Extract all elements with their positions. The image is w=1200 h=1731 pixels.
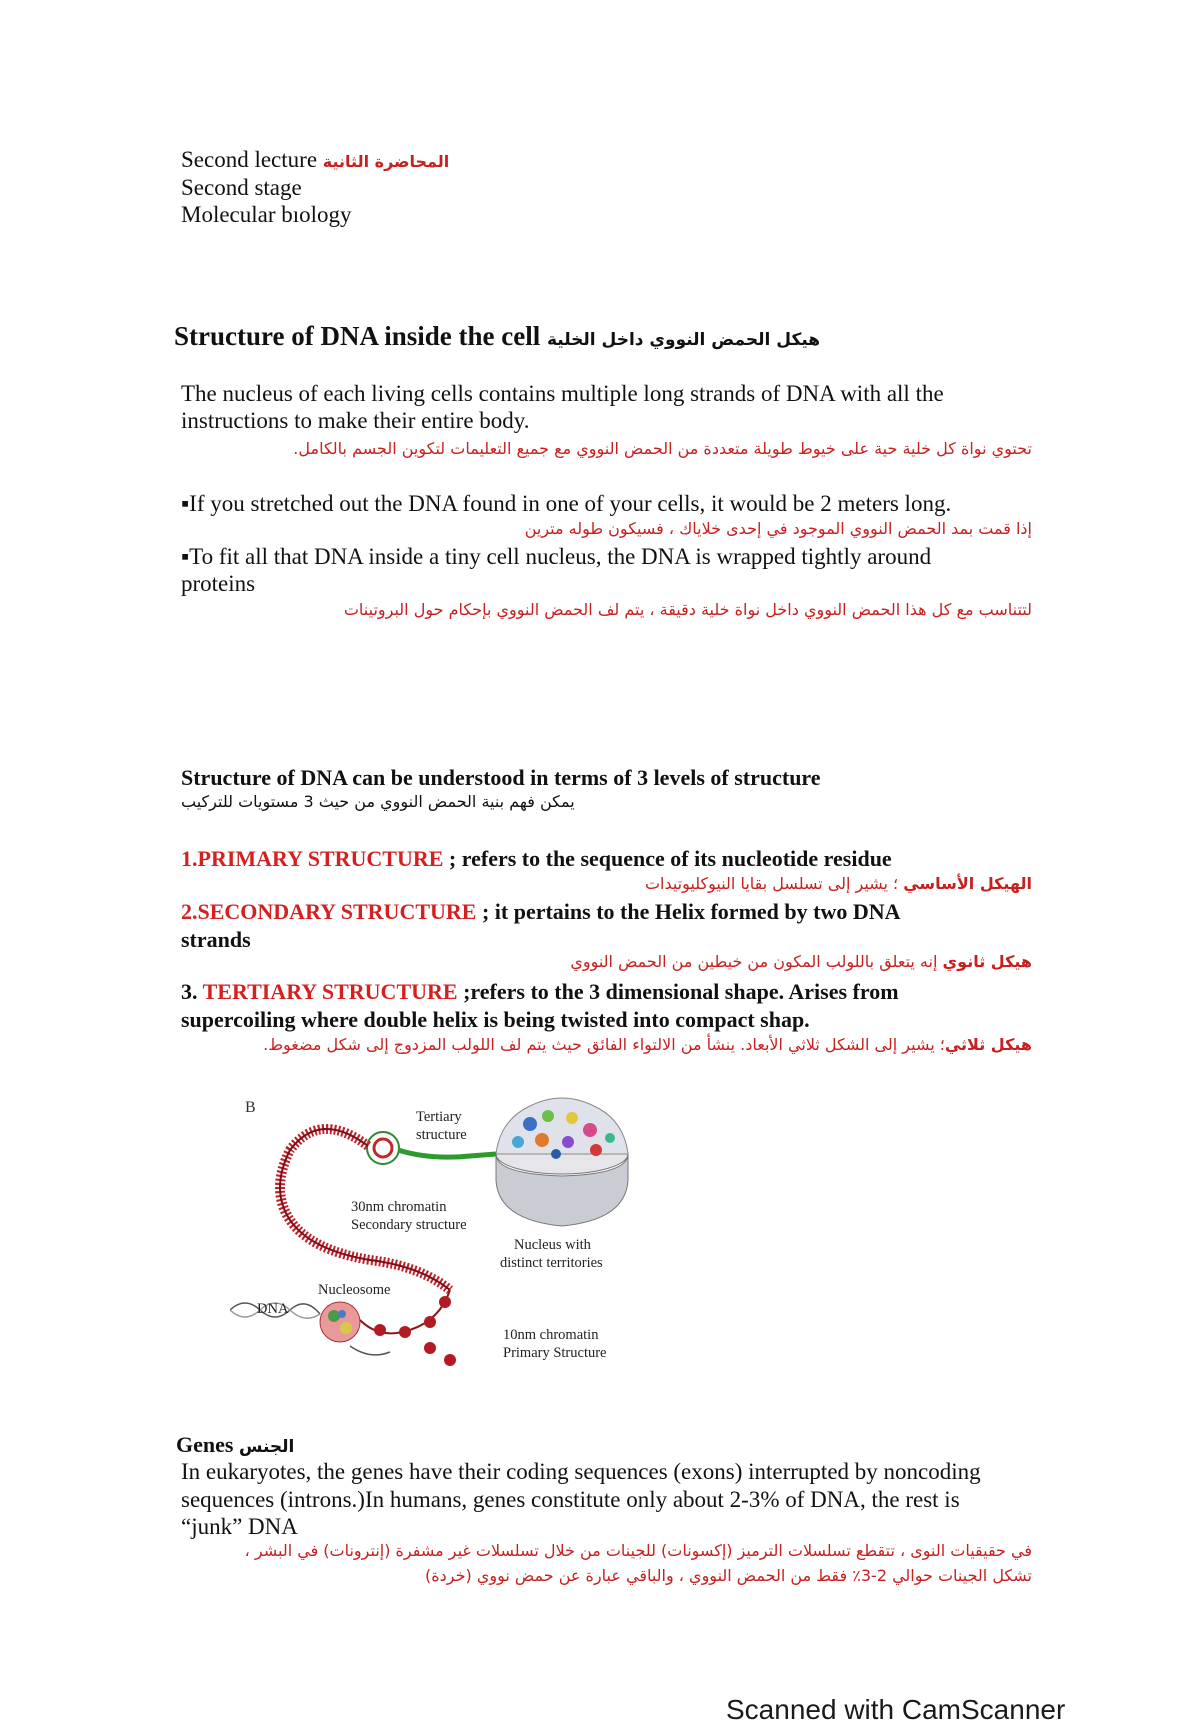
tertiary-num: 3. bbox=[181, 979, 198, 1004]
tertiary-line-2: supercoiling where double helix is being twisted into compact shap. bbox=[181, 1007, 810, 1032]
levels-title: Structure of DNA can be understood in terms of 3 levels of structure bbox=[181, 765, 821, 790]
genes-title-en: Genes bbox=[176, 1432, 234, 1457]
primary-label: 1.PRIMARY STRUCTURE bbox=[181, 846, 444, 871]
lecture-ar: المحاضرة الثانية bbox=[322, 152, 450, 171]
bullet-2: ▪To fit all that DNA inside a tiny cell nucleus, the DNA is wrapped tightly around bbox=[181, 544, 932, 569]
label-30nm bbox=[351, 1198, 467, 1234]
nucleus-illustration bbox=[496, 1098, 628, 1226]
bullet-2-ar: لتتناسب مع كل هذا الحمض النووي داخل نواة خلية دقيقة ، يتم لف الحمض النووي بإحكام حول البروتينات bbox=[343, 600, 1032, 619]
label-nucleus-2: distinct territories bbox=[500, 1255, 603, 1271]
secondary-ar bbox=[132, 950, 1032, 974]
subject-line: Molecular bıology bbox=[181, 202, 352, 227]
genes-ar-2: تشكل الجينات حوالي 2-3٪ فقط من الحمض النووي ، والباقي عبارة عن حمض نووي (خردة) bbox=[425, 1566, 1032, 1585]
intro-line-2: instructions to make their entire body. bbox=[181, 408, 530, 433]
label-tertiary bbox=[416, 1108, 467, 1144]
bullet-1-ar: إذا قمت بمد الحمض النووي الموجود في إحدى خلاياك ، فسيكون طوله مترين bbox=[524, 519, 1032, 538]
secondary-line-2: strands bbox=[181, 927, 251, 952]
tertiary-ar bbox=[132, 1033, 1032, 1057]
label-nucleosome: Nucleosome bbox=[318, 1282, 391, 1298]
tertiary-ar-text: ؛ يشير إلى الشكل ثلاثي الأبعاد. ينشأ من الالتواء الفائق حيث يتم لف اللولب المزدوج إلى شكل مضغوط. bbox=[263, 1035, 945, 1054]
genes-line-3: “junk” DNA bbox=[181, 1514, 298, 1539]
label-30nm-1: 30nm chromatin bbox=[351, 1199, 447, 1215]
section-title bbox=[174, 320, 820, 356]
secondary-label: 2.SECONDARY STRUCTURE bbox=[181, 899, 477, 924]
intro-line-1: The nucleus of each living cells contains multiple long strands of DNA with all the bbox=[181, 381, 944, 406]
secondary-ar-bold: هيكل ثانوي bbox=[942, 952, 1032, 971]
primary-line bbox=[181, 845, 892, 873]
primary-text: ; refers to the sequence of its nucleotide residue bbox=[443, 846, 892, 871]
secondary-text: ; it pertains to the Helix formed by two DNA bbox=[476, 899, 901, 924]
nucleosome-illustration bbox=[320, 1302, 360, 1342]
tertiary-line bbox=[181, 978, 899, 1006]
tertiary-ar-bold: هيكل ثلاثي bbox=[944, 1035, 1032, 1054]
genes-ar-1: في حقيقيات النوى ، تتقطع تسلسلات الترميز (إكسونات) للجينات من خلال تسلسلات غير مشفرة (إنترونات) في البشر ، bbox=[244, 1541, 1032, 1560]
primary-ar bbox=[132, 872, 1032, 896]
genes-title-ar: الجنس bbox=[238, 1437, 295, 1457]
genes-title bbox=[176, 1431, 294, 1461]
label-10nm bbox=[503, 1326, 607, 1362]
section-title-ar: هيكل الحمض النووي داخل الخلية bbox=[546, 330, 821, 350]
camscanner-watermark: Scanned with CamScanner bbox=[726, 1694, 1066, 1725]
label-10nm-2: Primary Structure bbox=[503, 1345, 607, 1361]
intro-ar: تحتوي نواة كل خلية حية على خيوط طويلة متعددة من الحمض النووي مع جميع التعليمات لتكوين الجسم بالكامل. bbox=[293, 439, 1032, 458]
primary-ar-bold: الهيكل الأساسي bbox=[903, 874, 1032, 893]
bullet-1: ▪If you stretched out the DNA found in one of your cells, it would be 2 meters long. bbox=[181, 491, 952, 516]
genes-line-1: In eukaryotes, the genes have their coding sequences (exons) interrupted by noncoding bbox=[181, 1459, 981, 1484]
bullet-2-cont: proteins bbox=[181, 571, 256, 596]
label-tertiary-1: Tertiary bbox=[416, 1109, 462, 1125]
label-nucleus bbox=[500, 1236, 603, 1272]
secondary-line bbox=[181, 898, 901, 926]
label-30nm-2: Secondary structure bbox=[351, 1217, 467, 1233]
label-nucleus-1: Nucleus with bbox=[514, 1237, 591, 1253]
genes-line-2: sequences (introns.)In humans, genes constitute only about 2-3% of DNA, the rest is bbox=[181, 1487, 960, 1512]
label-10nm-1: 10nm chromatin bbox=[503, 1327, 599, 1343]
primary-ar-text: ؛ يشير إلى تسلسل بقايا النيوكليوتيدات bbox=[644, 874, 904, 893]
tertiary-text: ;refers to the 3 dimensional shape. Arises from bbox=[457, 979, 899, 1004]
lecture-en: Second lecture bbox=[181, 147, 318, 172]
lecture-line bbox=[181, 146, 449, 174]
tertiary-label: TERTIARY STRUCTURE bbox=[197, 979, 458, 1004]
section-title-en: Structure of DNA inside the cell bbox=[174, 321, 541, 351]
label-dna: DNA bbox=[257, 1301, 289, 1317]
label-tertiary-2: structure bbox=[416, 1127, 467, 1143]
panel-letter: B bbox=[245, 1099, 256, 1116]
levels-title-ar: يمكن فهم بنية الحمض النووي من حيث 3 مستويات للتركيب bbox=[181, 792, 575, 811]
secondary-ar-text: إنه يتعلق باللولب المكون من خيطين من الحمض النووي bbox=[570, 952, 943, 971]
stage-line: Second stage bbox=[181, 175, 302, 200]
